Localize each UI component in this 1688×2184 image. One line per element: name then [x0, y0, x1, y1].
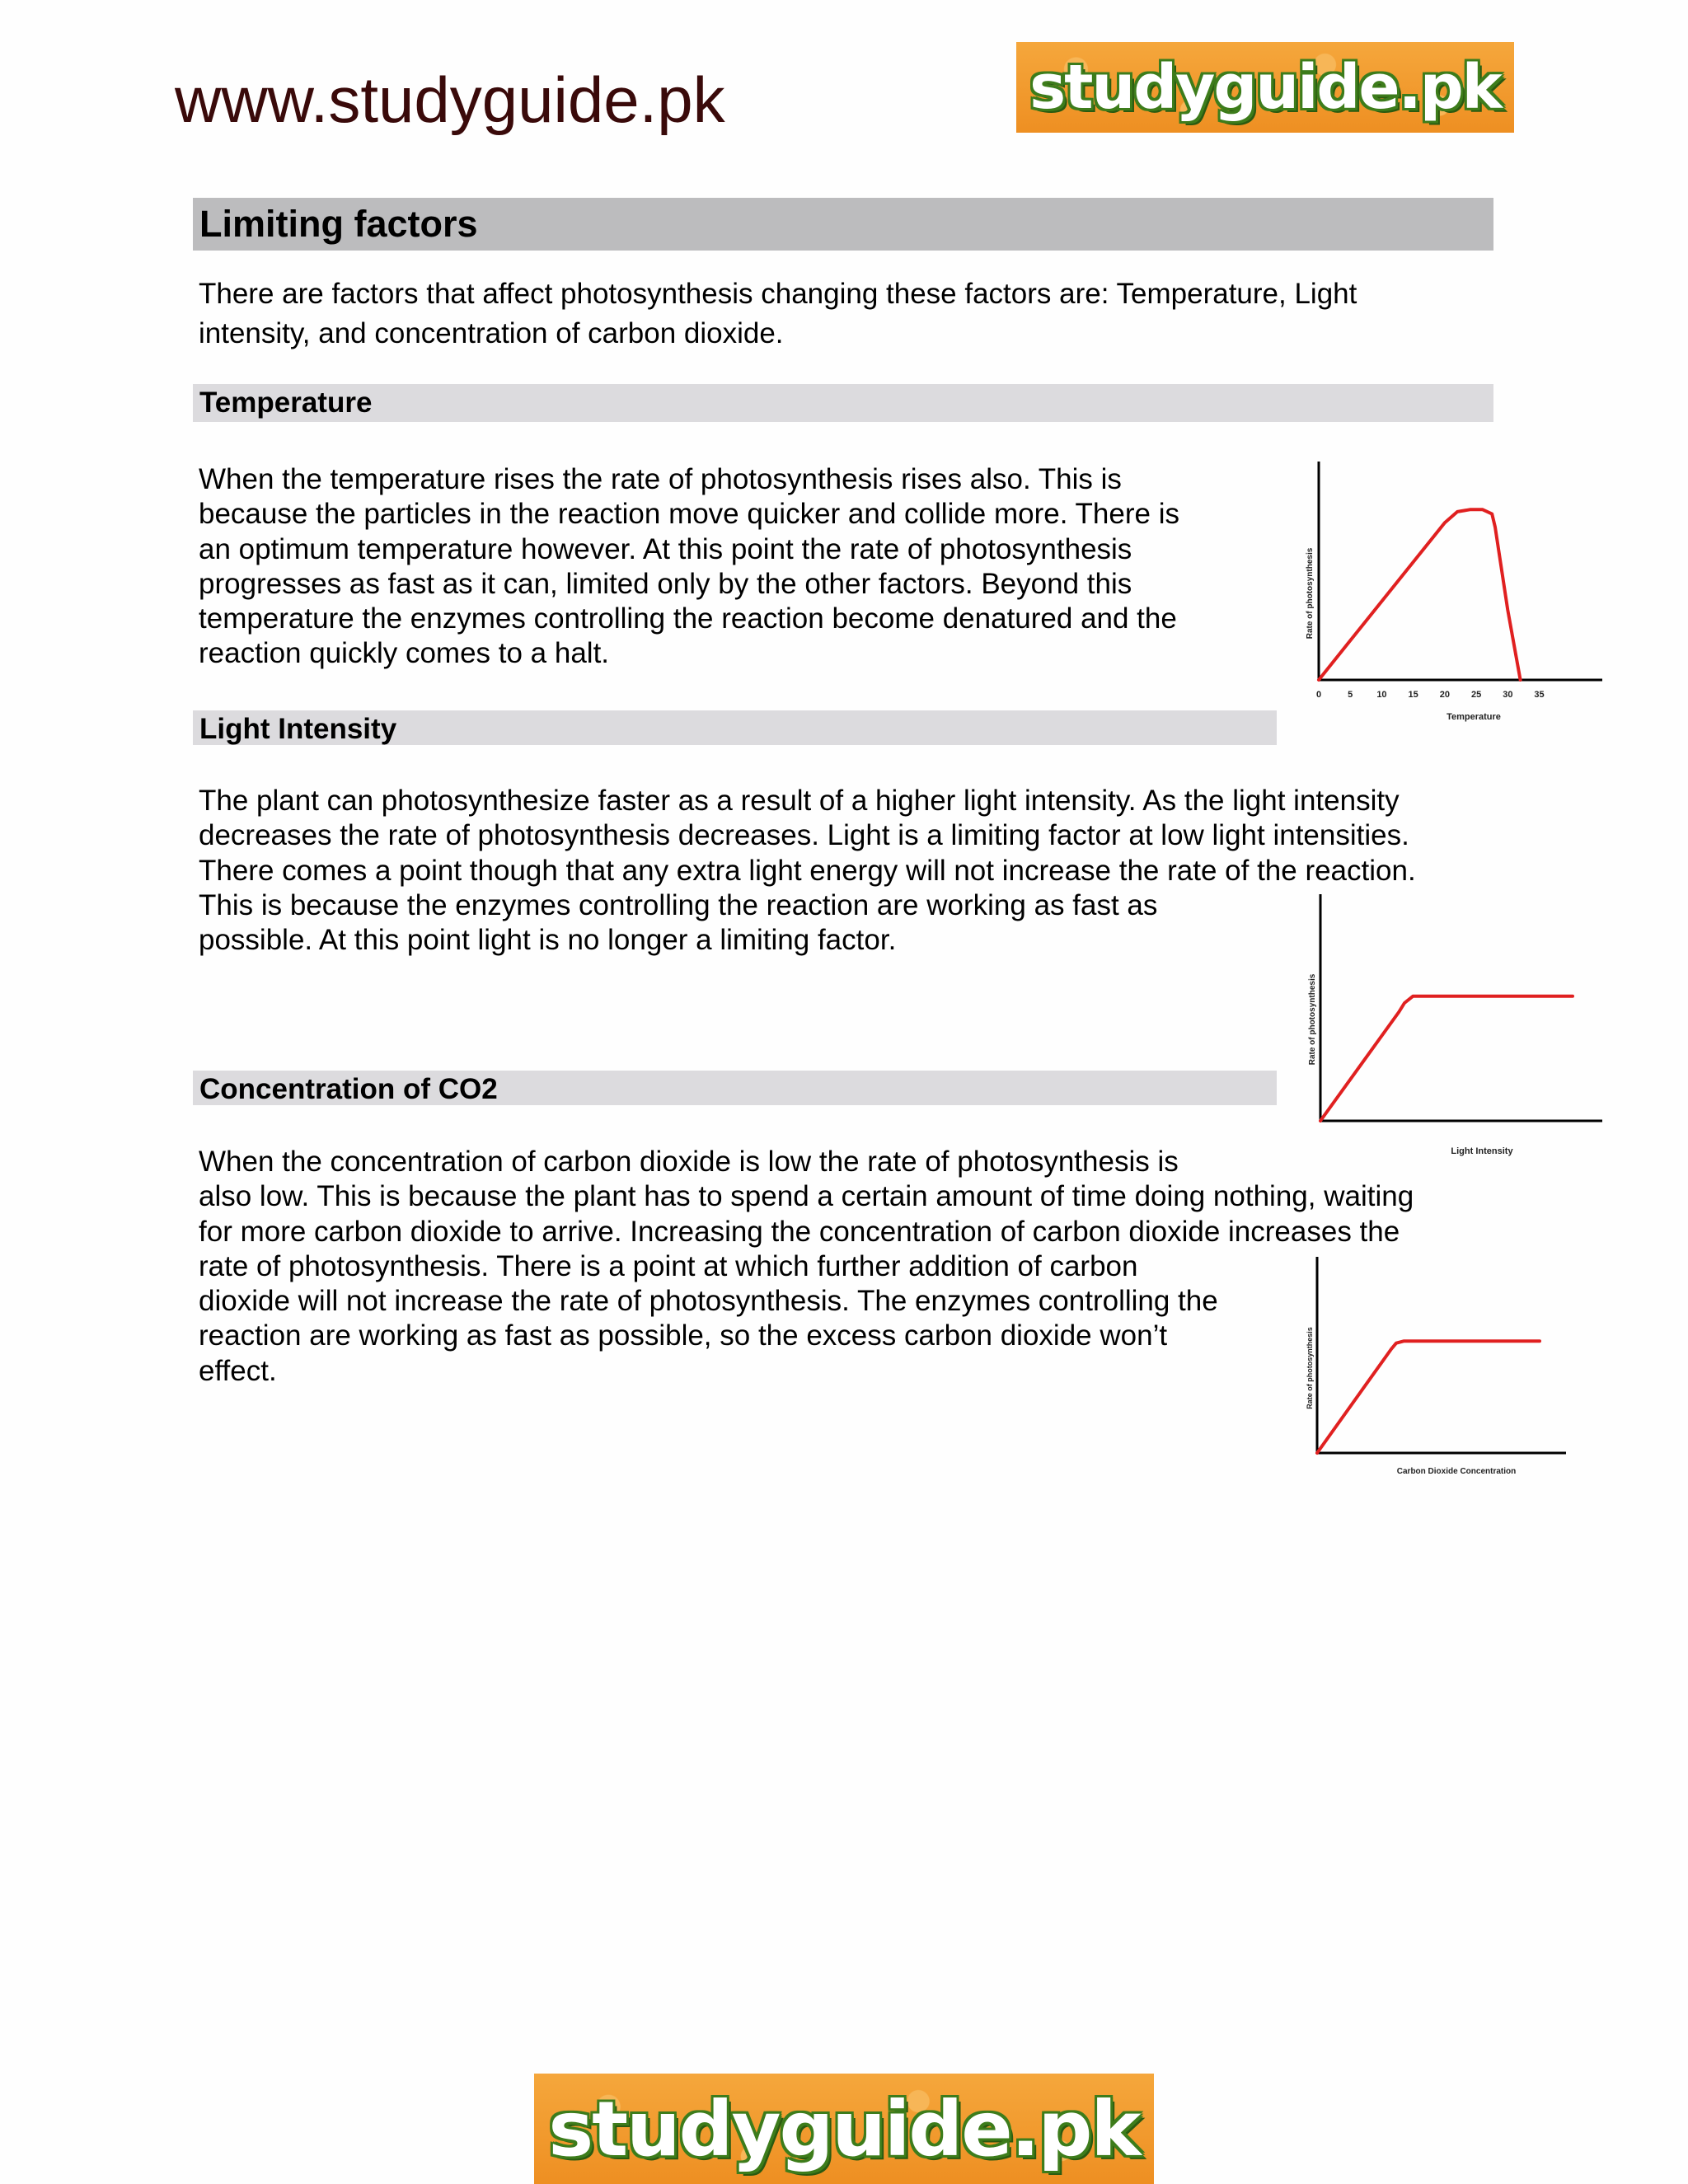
section-heading-bar-light-intensity	[193, 710, 1277, 745]
temperature-chart-x-tick-label: 0	[1315, 690, 1322, 700]
section-body-co2: When the concentration of carbon dioxide is low the rate of photosynthesis is also low. This is because the plant has to spend a certain amount of time doing nothing, waiting for more carbon dioxide to arrive. Increasing the concentration of carbon dioxide increases the rate of photosynthesis. There is a point at which further addition of carbon dioxide will not increase the rate of photosynthesis. The enzymes controlling the reaction are working as fast as possible, so the excess carbon dioxide won’t effect.	[199, 1146, 1414, 1387]
page-title-bar	[193, 198, 1493, 251]
co2-chart-axes	[1317, 1257, 1566, 1453]
temperature-chart-axes	[1319, 462, 1602, 680]
light-intensity-chart-ylabel: Rate of photosynthesis	[1308, 973, 1317, 1066]
light-intensity-chart-axes	[1320, 894, 1602, 1121]
co2-chart-ylabel: Rate of photosynthesis	[1306, 1327, 1314, 1409]
temperature-chart-x-tick-label: 35	[1534, 690, 1545, 700]
temperature-chart-x-tick-label: 5	[1348, 690, 1353, 700]
co2-chart-series-line	[1317, 1341, 1540, 1453]
page-title: Limiting factors	[199, 203, 478, 245]
temperature-chart-x-tick-label: 30	[1503, 690, 1513, 700]
section-body-light-intensity: The plant can photosynthesize faster as a result of a higher light intensity. As the light intensity decreases the rate of photosynthesis decreases. Light is a limiting factor at low light intensities. There comes a point though that any extra light energy will not increase the rate of the reaction. This is because the enzymes controlling the reaction are working as fast as possible. At this point light is no longer a limiting factor.	[199, 785, 1416, 957]
logo-studyguide-bottom[interactable]	[534, 2074, 1154, 2184]
temperature-chart-xlabel: Temperature	[1447, 712, 1501, 722]
temperature-chart	[1294, 462, 1624, 738]
section-heading-bar-temperature	[193, 384, 1493, 422]
temperature-chart-x-tick-label: 15	[1408, 690, 1418, 700]
light-intensity-chart-series-line	[1320, 996, 1573, 1121]
co2-chart-line	[1317, 1341, 1540, 1453]
logo-studyguide-top[interactable]	[1016, 42, 1514, 133]
temperature-chart-x-tick-label: 20	[1439, 690, 1451, 700]
temperature-chart-ylabel: Rate of photosynthesis	[1306, 547, 1315, 640]
section-heading-temperature: Temperature	[199, 387, 373, 419]
logo-text: studyguide.pk	[1029, 52, 1501, 123]
site-url[interactable]: www.studyguide.pk	[175, 63, 725, 136]
co2-chart-xlabel: Carbon Dioxide Concentration	[1396, 1467, 1517, 1476]
temperature-chart-x-tick-label: 25	[1470, 690, 1482, 700]
section-heading-bar-co2	[193, 1071, 1277, 1105]
temperature-chart-ticks	[1316, 690, 1545, 700]
temperature-chart-line	[1319, 509, 1521, 680]
light-intensity-chart-xlabel: Light Intensity	[1451, 1146, 1513, 1156]
temperature-chart-series-line	[1319, 509, 1521, 680]
co2-chart	[1294, 1257, 1574, 1483]
section-heading-co2: Concentration of CO2	[199, 1073, 498, 1105]
light-intensity-chart	[1294, 894, 1624, 1158]
section-heading-light-intensity: Light Intensity	[199, 713, 397, 745]
logo-text: studyguide.pk	[548, 2084, 1140, 2173]
section-body-temperature: When the temperature rises the rate of photosynthesis rises also. This is because the particles in the reaction move quicker and collide more. There is an optimum temperature however. At this point the rate of photosynthesis progresses as fast as it can, limited only by the other factors. Beyond this temperature the enzymes controlling the reaction become denatured and the reaction quickly comes to a halt.	[199, 463, 1179, 670]
temperature-chart-x-tick-label: 10	[1376, 690, 1387, 700]
light-intensity-chart-line	[1320, 996, 1573, 1121]
intro-paragraph: There are factors that affect photosynthesis changing these factors are: Temperature, Light intensity, and concentration of carbon dioxide.	[199, 278, 1357, 349]
